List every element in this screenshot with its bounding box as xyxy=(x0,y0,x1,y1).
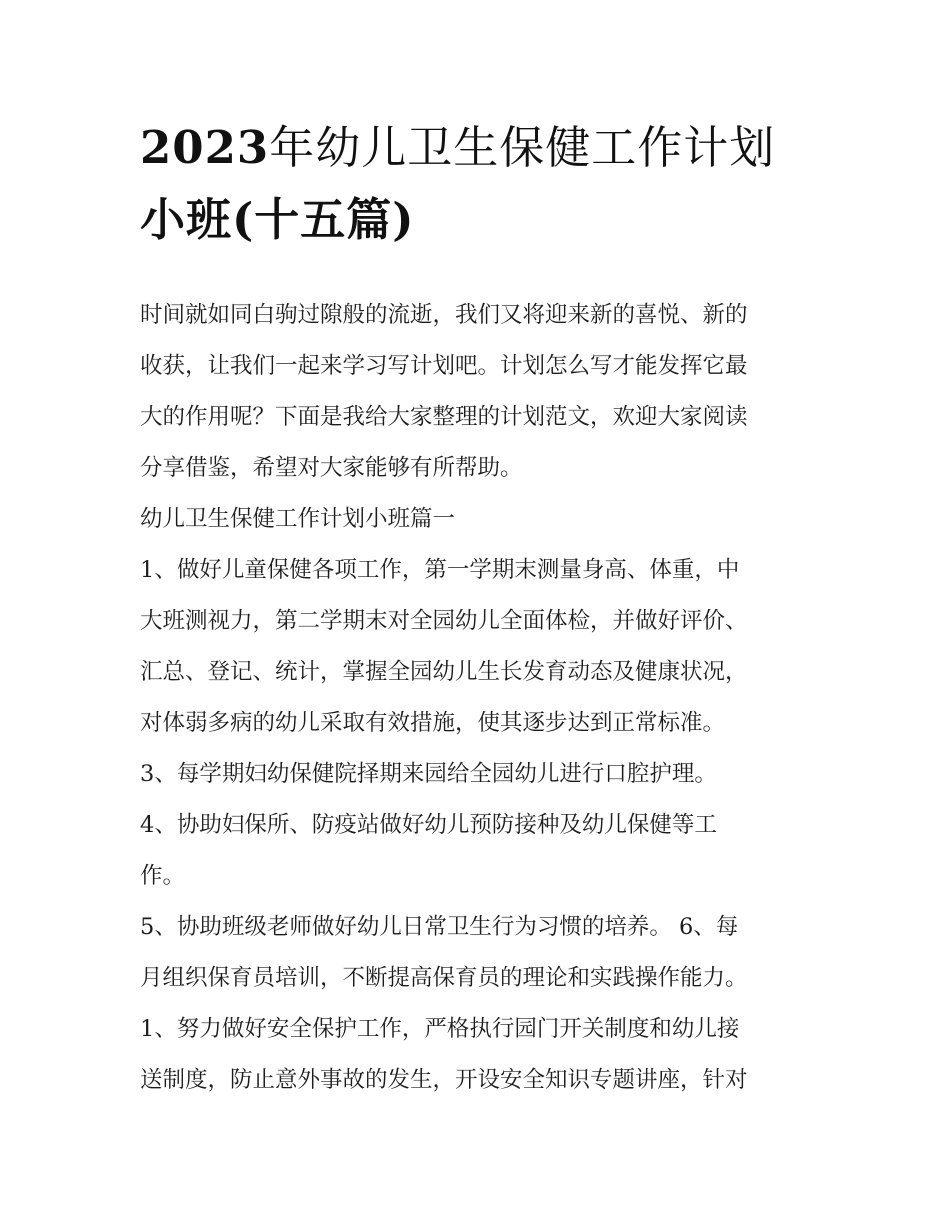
text-line: 4、协助妇保所、防疫站做好幼儿预防接种及幼儿保健等工 xyxy=(140,812,717,838)
text-line: 月组织保育员培训，不断提高保育员的理论和实践操作能力。 xyxy=(140,965,748,991)
text-line: 3、每学期妇幼保健院择期来园给全园幼儿进行口腔护理。 xyxy=(140,761,717,787)
text-line: 汇总、登记、统计，掌握全园幼儿生长发育动态及健康状况， xyxy=(140,659,748,685)
title-year: 2023 xyxy=(140,121,270,174)
text-line: 收获，让我们一起来学习写计划吧。计划怎么写才能发挥它最 xyxy=(140,353,748,379)
text-line: 大班测视力，第二学期末对全园幼儿全面体检，并做好评价、 xyxy=(140,608,748,634)
text-line: 1、做好儿童保健各项工作，第一学期末测量身高、体重，中 xyxy=(140,557,740,583)
text-line: 分享借鉴，希望对大家能够有所帮助。 xyxy=(140,455,523,481)
text-line: 5、协助班级老师做好幼儿日常卫生行为习惯的培养。 6、每 xyxy=(140,914,739,940)
text-line: 作。 xyxy=(140,863,186,889)
document-title-line-1 xyxy=(140,112,820,184)
document-content xyxy=(140,112,820,1106)
section-heading: 幼儿卫生保健工作计划小班篇一 xyxy=(140,506,456,532)
text-line: 对体弱多病的幼儿采取有效措施，使其逐步达到正常标准。 xyxy=(140,710,726,736)
text-line: 送制度，防止意外事故的发生，开设安全知识专题讲座，针对 xyxy=(140,1067,748,1093)
document-title-line-2: 小班(十五篇) xyxy=(140,193,415,246)
text-line: 大的作用呢？下面是我给大家整理的计划范文，欢迎大家阅读 xyxy=(140,404,748,430)
title-text: 年幼儿卫生保健工作计划 xyxy=(269,121,776,174)
text-line: 时间就如同白驹过隙般的流逝，我们又将迎来新的喜悦、新的 xyxy=(140,302,748,328)
text-line: 1、努力做好安全保护工作，严格执行园门开关制度和幼儿接 xyxy=(140,1016,740,1042)
document-body xyxy=(140,290,820,1106)
